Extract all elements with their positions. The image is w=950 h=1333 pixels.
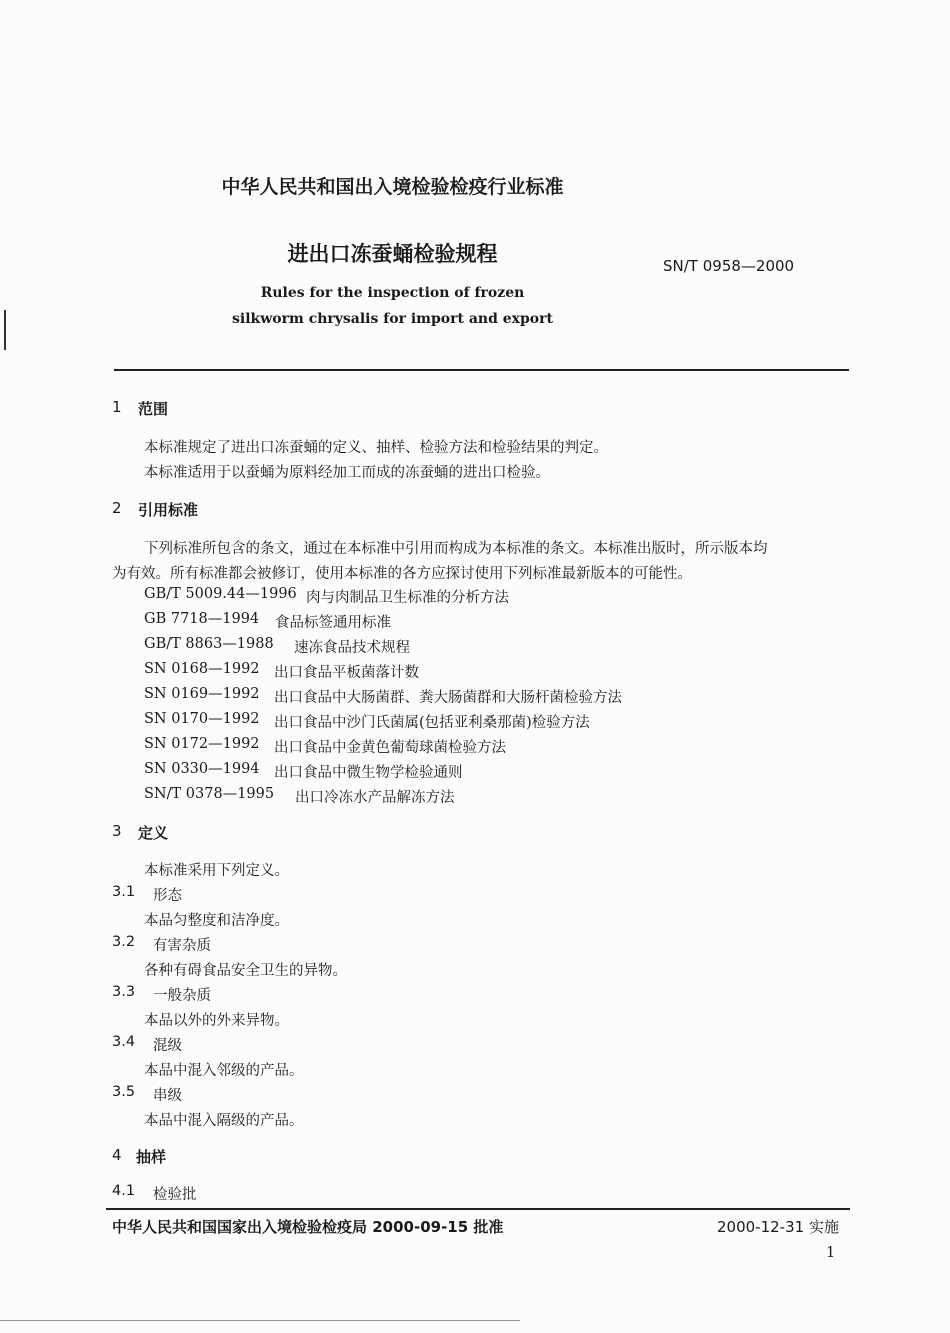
reference-title: 出口食品中沙门氏菌属(包括亚利桑那菌)检验方法 [274, 715, 590, 731]
definition-term: 一般杂质 [153, 988, 211, 1004]
reference-title: 出口冷冻水产品解冻方法 [295, 790, 455, 806]
reference-code: SN/T 0378—1995 [144, 786, 275, 802]
section-2-intro-line-1: 下列标准所包含的条文，通过在本标准中引用而构成为本标准的条文。本标准出版时，所示版本均 [144, 541, 768, 557]
standard-code: SN/T 0958—2000 [663, 257, 795, 275]
english-title-line-2: silkworm chrysalis for import and export [232, 311, 553, 327]
reference-title: 出口食品平板菌落计数 [274, 665, 419, 681]
reference-title: 出口食品中微生物学检验通则 [274, 765, 463, 781]
definition-term: 串级 [153, 1088, 182, 1104]
definition-text: 本品中混入邻级的产品。 [144, 1063, 304, 1079]
approval-issuer: 中华人民共和国国家出入境检验检疫局 2000-09-15 批准 [112, 1218, 504, 1236]
definition-text: 各种有碍食品安全卫生的异物。 [144, 963, 347, 979]
reference-title: 出口食品中大肠菌群、粪大肠菌群和大肠杆菌检验方法 [274, 690, 622, 706]
reference-code: SN 0330—1994 [144, 761, 260, 777]
reference-code: GB 7718—1994 [144, 611, 260, 627]
header-divider [114, 369, 849, 371]
definition-number: 3.2 [112, 934, 136, 950]
document-title: 进出口冻蚕蛹检验规程 [287, 242, 498, 266]
definition-number: 3.1 [112, 884, 136, 900]
definition-number: 3.3 [112, 984, 136, 1000]
section-3-title: 定义 [138, 824, 169, 842]
section-3-number: 3 [112, 822, 122, 840]
definition-text: 本品中混入隔级的产品。 [144, 1113, 304, 1129]
definition-term: 有害杂质 [153, 938, 211, 954]
issuing-organization: 中华人民共和国出入境检验检疫行业标准 [221, 176, 564, 198]
scan-edge-mark [4, 310, 6, 350]
reference-code: GB/T 8863—1988 [144, 636, 274, 652]
reference-title: 肉与肉制品卫生标准的分析方法 [306, 590, 509, 606]
section-2-number: 2 [112, 499, 122, 517]
scan-edge-mark [0, 1320, 520, 1321]
section-2-intro-line-2: 为有效。所有标准都会被修订，使用本标准的各方应探讨使用下列标准最新版本的可能性。 [112, 566, 692, 582]
definition-term: 混级 [153, 1038, 182, 1054]
reference-title: 食品标签通用标准 [275, 615, 391, 631]
reference-code: SN 0168—1992 [144, 661, 260, 677]
reference-code: GB/T 5009.44—1996 [144, 586, 297, 602]
section-4-number: 4 [112, 1146, 122, 1164]
reference-code: SN 0170—1992 [144, 711, 260, 727]
definition-text: 本品匀整度和洁净度。 [144, 913, 289, 929]
definition-term: 形态 [153, 888, 182, 904]
subsection-4-1-number: 4.1 [112, 1183, 136, 1199]
section-1-paragraph-1: 本标准规定了进出口冻蚕蛹的定义、抽样、检验方法和检验结果的判定。 [144, 440, 608, 456]
section-1-number: 1 [112, 398, 122, 416]
reference-code: SN 0172—1992 [144, 736, 260, 752]
reference-code: SN 0169—1992 [144, 686, 260, 702]
section-1-paragraph-2: 本标准适用于以蚕蛹为原料经加工而成的冻蚕蛹的进出口检验。 [144, 465, 550, 481]
subsection-4-1-title: 检验批 [153, 1187, 197, 1203]
reference-title: 出口食品中金黄色葡萄球菌检验方法 [274, 740, 506, 756]
reference-title: 速冻食品技术规程 [294, 640, 410, 656]
definition-text: 本品以外的外来异物。 [144, 1013, 289, 1029]
section-1-title: 范围 [138, 400, 169, 418]
definition-number: 3.5 [112, 1084, 136, 1100]
section-4-title: 抽样 [136, 1148, 167, 1166]
page-number: 1 [826, 1245, 836, 1261]
section-3-intro: 本标准采用下列定义。 [144, 863, 289, 879]
implementation-date: 2000-12-31 实施 [717, 1218, 839, 1236]
definition-number: 3.4 [112, 1034, 136, 1050]
english-title-line-1: Rules for the inspection of frozen [260, 285, 525, 301]
section-2-title: 引用标准 [138, 501, 199, 519]
footer-divider [106, 1208, 850, 1210]
